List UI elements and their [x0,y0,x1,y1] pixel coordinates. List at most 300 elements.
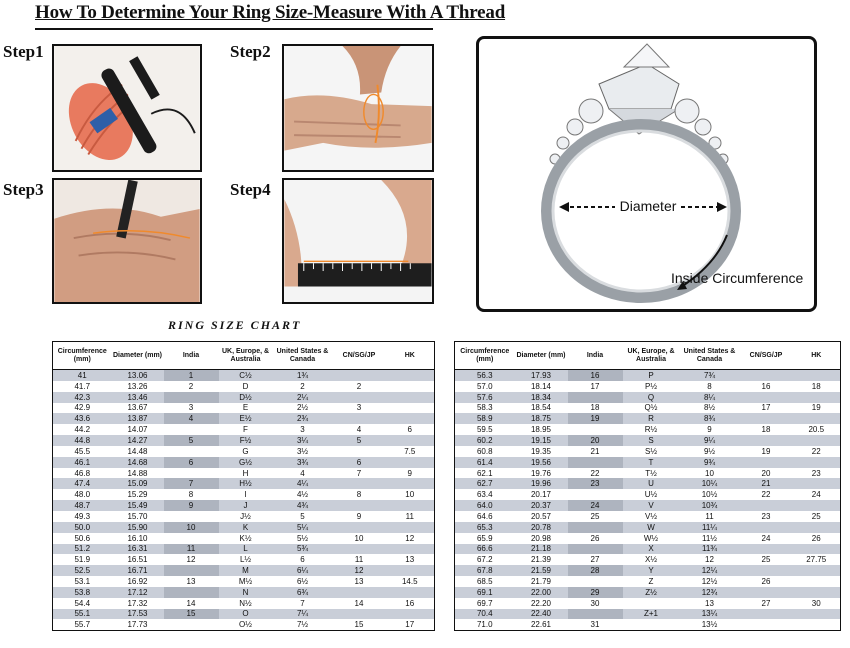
table-cell: 11 [386,511,435,522]
table-cell: 68.5 [455,576,515,587]
table-cell: D [219,381,273,392]
ring-size-table-left [52,341,435,631]
ring-size-table-right [454,341,841,631]
table-cell: 15.70 [112,511,164,522]
table-cell: 67.8 [455,565,515,576]
table-cell: 22.61 [515,619,568,630]
table-cell: 20 [568,435,623,446]
table-cell [740,609,793,620]
table-cell: 17.93 [515,370,568,381]
table-row [455,424,841,435]
table-cell: Z½ [623,587,680,598]
table-cell: 11¾ [680,544,740,555]
table-row [455,598,841,609]
table-cell: 7¼ [273,609,333,620]
table-cell: 18 [740,424,793,435]
table-cell [386,500,435,511]
table-cell [164,392,219,403]
table-cell [740,370,793,381]
table-cell [568,489,623,500]
table-cell: 44.2 [53,424,112,435]
table-cell: 10¼ [680,478,740,489]
table-row [455,478,841,489]
table-cell: 14.88 [112,468,164,479]
table-cell: 64.0 [455,500,515,511]
table-cell: 6 [386,424,435,435]
table-cell [333,413,386,424]
table-row [53,565,435,576]
table-cell: 3 [273,424,333,435]
table-cell: 17.32 [112,598,164,609]
table-row [455,457,841,468]
table-cell: 4 [273,468,333,479]
table-cell: 21 [740,478,793,489]
table-cell: F [219,424,273,435]
table-header-row [455,342,841,370]
table-cell: 25 [740,554,793,565]
table-cell: 29 [568,587,623,598]
table-cell [793,619,841,630]
table-row [455,392,841,403]
table-cell [793,478,841,489]
table-cell [164,468,219,479]
table-cell: P [623,370,680,381]
table-cell: 19 [568,413,623,424]
table-cell: 13¼ [680,609,740,620]
circumference-label: Inside Circumference [671,270,804,286]
table-cell: 27.75 [793,554,841,565]
table-cell: 64.6 [455,511,515,522]
table-row [455,435,841,446]
table-cell: 28 [568,565,623,576]
table-cell: 22.20 [515,598,568,609]
table-cell: 55.1 [53,609,112,620]
table-row [455,511,841,522]
table-cell: 26 [740,576,793,587]
table-cell: 63.4 [455,489,515,500]
table-cell: 57.6 [455,392,515,403]
table-cell: 8¼ [680,392,740,403]
table-row [53,544,435,555]
table-row [53,587,435,598]
table-cell: 26 [793,533,841,544]
table-cell: 65.9 [455,533,515,544]
table-cell: 9 [164,500,219,511]
table-cell: 10½ [680,489,740,500]
table-cell [386,403,435,414]
table-cell: 24 [568,500,623,511]
table-cell: 25 [568,511,623,522]
table-cell: 59.5 [455,424,515,435]
table-cell: 49.3 [53,511,112,522]
table-row [53,381,435,392]
table-cell [333,544,386,555]
table-cell: G [219,446,273,457]
step3-photo [52,178,202,304]
table-cell [386,522,435,533]
table-cell [164,587,219,598]
table-cell: 18.75 [515,413,568,424]
table-body [53,370,435,631]
table-cell: 69.7 [455,598,515,609]
table-cell: 6 [164,457,219,468]
table-cell: 14.68 [112,457,164,468]
table-cell: W½ [623,533,680,544]
table-cell: O½ [219,619,273,630]
table-cell: 48.7 [53,500,112,511]
table-row [455,576,841,587]
table-row [455,500,841,511]
table-cell: T½ [623,468,680,479]
table-cell [740,619,793,630]
table-cell: 12¾ [680,587,740,598]
table-cell [333,370,386,381]
table-cell: 11¼ [680,522,740,533]
table-cell: 41 [53,370,112,381]
table-cell [623,619,680,630]
table-cell [793,609,841,620]
table-cell [333,392,386,403]
table-cell: H½ [219,478,273,489]
table-row [455,381,841,392]
table-row [53,370,435,381]
ring-diagram-panel [476,36,817,312]
table-cell: 60.8 [455,446,515,457]
table-cell: 10 [333,533,386,544]
table-row [455,522,841,533]
step2-photo [282,44,434,172]
table-cell: 7.5 [386,446,435,457]
table-cell: 50.6 [53,533,112,544]
table-cell [740,544,793,555]
table-row [53,435,435,446]
table-cell: 41.7 [53,381,112,392]
table-cell [568,522,623,533]
table-row [455,533,841,544]
table-cell: 20.57 [515,511,568,522]
table-cell [740,392,793,403]
table-cell: 61.4 [455,457,515,468]
table-cell: 8¾ [680,413,740,424]
table-cell [793,457,841,468]
table-cell [164,511,219,522]
table-cell: 30 [793,598,841,609]
table-cell: 22 [793,446,841,457]
table-cell: 13.67 [112,403,164,414]
table-cell: 71.0 [455,619,515,630]
table-cell [333,446,386,457]
table-row [53,446,435,457]
table-cell: 4 [333,424,386,435]
table-cell: 9¼ [680,435,740,446]
table-cell: 15.09 [112,478,164,489]
table-cell [386,544,435,555]
table-cell: 16.92 [112,576,164,587]
table-cell [164,533,219,544]
table-row [53,619,435,630]
table-cell: Q [623,392,680,403]
table-cell: 6¼ [273,565,333,576]
table-cell: 54.4 [53,598,112,609]
table-cell: Y [623,565,680,576]
table-row [455,619,841,630]
table-cell: 22.40 [515,609,568,620]
table-cell: W [623,522,680,533]
table-cell: 11½ [680,533,740,544]
table-cell: 60.2 [455,435,515,446]
table-row [53,522,435,533]
table-cell: 19.15 [515,435,568,446]
table-cell: 19.76 [515,468,568,479]
table-cell: E½ [219,413,273,424]
table-cell: 52.5 [53,565,112,576]
table-cell: 7½ [273,619,333,630]
table-cell: 2½ [273,403,333,414]
table-cell: 22 [568,468,623,479]
table-cell: 10 [386,489,435,500]
table-cell: M [219,565,273,576]
table-row [53,468,435,479]
table-cell: Z+1 [623,609,680,620]
table-row [53,598,435,609]
table-cell: U½ [623,489,680,500]
table-cell: H [219,468,273,479]
table-cell: K½ [219,533,273,544]
table-cell: 2 [164,381,219,392]
table-cell: P½ [623,381,680,392]
table-cell [740,565,793,576]
table-cell: 11 [164,544,219,555]
table-cell [568,392,623,403]
table-cell: 21.59 [515,565,568,576]
table-cell: 5 [333,435,386,446]
table-cell: 24 [793,489,841,500]
table-cell: 21.18 [515,544,568,555]
table-cell: 17 [568,381,623,392]
table-row [455,413,841,424]
table-cell [568,576,623,587]
table-cell [793,392,841,403]
table-cell: 13½ [680,619,740,630]
table-cell [568,544,623,555]
diameter-label: Diameter [619,198,677,214]
table-cell: 2 [333,381,386,392]
step2-label: Step2 [230,42,271,61]
table-cell: 17 [386,619,435,630]
table-cell: 17.53 [112,609,164,620]
table-cell [568,424,623,435]
table-cell: 20.17 [515,489,568,500]
table-cell: R [623,413,680,424]
table-cell [793,544,841,555]
table-cell: S [623,435,680,446]
table-cell: 4½ [273,489,333,500]
col-header-hk: HK [386,342,435,370]
table-cell: 3¾ [273,457,333,468]
table-cell [164,565,219,576]
table-cell: R½ [623,424,680,435]
table-cell [740,413,793,424]
table-cell: G½ [219,457,273,468]
table-cell [386,457,435,468]
col-header-india: India [568,342,623,370]
step1-label: Step1 [3,42,44,61]
table-cell: 17.12 [112,587,164,598]
table-cell: C½ [219,370,273,381]
table-cell: 51.2 [53,544,112,555]
table-cell: 19.35 [515,446,568,457]
table-cell [740,457,793,468]
table-cell: 18.34 [515,392,568,403]
table-cell: 20.78 [515,522,568,533]
ring-diagram [479,39,814,309]
table-cell: 16 [740,381,793,392]
table-cell: 43.6 [53,413,112,424]
table-row [53,392,435,403]
table-row [455,446,841,457]
table-cell: 4 [164,413,219,424]
table-cell: 58.9 [455,413,515,424]
table-cell: 45.5 [53,446,112,457]
table-row [53,511,435,522]
col-header-diameter: Diameter (mm) [112,342,164,370]
table-cell: 19 [740,446,793,457]
table-cell: 8½ [680,403,740,414]
table-row [53,413,435,424]
table-row [53,457,435,468]
table-cell: 16.10 [112,533,164,544]
table-cell: 19 [793,403,841,414]
table-cell: 10¾ [680,500,740,511]
col-header-uk-europe-australia: UK, Europe, & Australia [623,342,680,370]
table-cell: 15 [164,609,219,620]
table-row [455,544,841,555]
table-cell: 13 [680,598,740,609]
col-header-diameter: Diameter (mm) [515,342,568,370]
table-cell: 9 [680,424,740,435]
table-cell: 4¾ [273,500,333,511]
table-cell: 14.27 [112,435,164,446]
table-cell: 58.3 [455,403,515,414]
table-row [53,478,435,489]
table-cell: 15.90 [112,522,164,533]
table-cell: 48.0 [53,489,112,500]
thread-and-pen-illustration [54,46,200,170]
table-cell: X½ [623,554,680,565]
table-cell: 14.07 [112,424,164,435]
table-row [53,533,435,544]
table-cell: 19.56 [515,457,568,468]
col-header-us-canada: United States & Canada [680,342,740,370]
page-title: How To Determine Your Ring Size-Measure With A Thread [35,2,506,23]
table-row [53,576,435,587]
table-cell [568,457,623,468]
table-cell [386,413,435,424]
table-cell: 15.29 [112,489,164,500]
table-cell [793,587,841,598]
table-cell: I [219,489,273,500]
table-cell [793,413,841,424]
table-cell: 13.06 [112,370,164,381]
table-cell: 22 [740,489,793,500]
table-cell: 50.0 [53,522,112,533]
table-cell [740,587,793,598]
table-cell: 65.3 [455,522,515,533]
table-cell: 70.4 [455,609,515,620]
title-underline [35,28,433,30]
step3-label: Step3 [3,180,44,199]
table-cell: V [623,500,680,511]
table-cell: 5½ [273,533,333,544]
table-row [53,424,435,435]
table-row [53,500,435,511]
table-cell: 21.79 [515,576,568,587]
table-row [455,370,841,381]
table-cell [740,522,793,533]
table-cell [386,609,435,620]
table-cell: 57.0 [455,381,515,392]
table-cell: 17 [740,403,793,414]
table-cell: 21 [568,446,623,457]
table-cell: 2 [273,381,333,392]
table-cell [740,500,793,511]
table-cell: 20.98 [515,533,568,544]
table-cell: 9¾ [680,457,740,468]
table-cell: 19.96 [515,478,568,489]
table-cell: 9½ [680,446,740,457]
table-cell: N [219,587,273,598]
table-cell: 1 [164,370,219,381]
table-cell: 10 [164,522,219,533]
ring-size-chart-title: RING SIZE CHART [168,318,302,332]
table-cell: 27 [568,554,623,565]
table-cell: S½ [623,446,680,457]
table-cell [568,609,623,620]
table-cell [333,609,386,620]
wrap-thread-illustration [284,46,432,170]
table-cell [386,381,435,392]
col-header-uk-europe-australia: UK, Europe, & Australia [219,342,273,370]
table-cell: 20.5 [793,424,841,435]
table-cell: V½ [623,511,680,522]
table-cell: O [219,609,273,620]
table-cell: 8 [164,489,219,500]
table-cell: Q½ [623,403,680,414]
col-header-india: India [164,342,219,370]
table-cell: 12 [333,565,386,576]
table-cell: X [623,544,680,555]
table-cell: D½ [219,392,273,403]
table-cell: 51.9 [53,554,112,565]
table-cell: 7 [333,468,386,479]
table-cell: 3½ [273,446,333,457]
table-cell: F½ [219,435,273,446]
table-cell: 62.7 [455,478,515,489]
table-cell: 20 [740,468,793,479]
table-cell: 5¼ [273,522,333,533]
step4-photo [282,178,434,304]
step4-label: Step4 [230,180,271,199]
table-cell: 12½ [680,576,740,587]
table-cell: 12 [164,554,219,565]
col-header-cn-sg-jp: CN/SG/JP [333,342,386,370]
table-cell [386,370,435,381]
step1-photo [52,44,202,172]
table-cell: 56.3 [455,370,515,381]
table-cell: 1¾ [273,370,333,381]
table-cell: 22.00 [515,587,568,598]
table-cell: 16.51 [112,554,164,565]
